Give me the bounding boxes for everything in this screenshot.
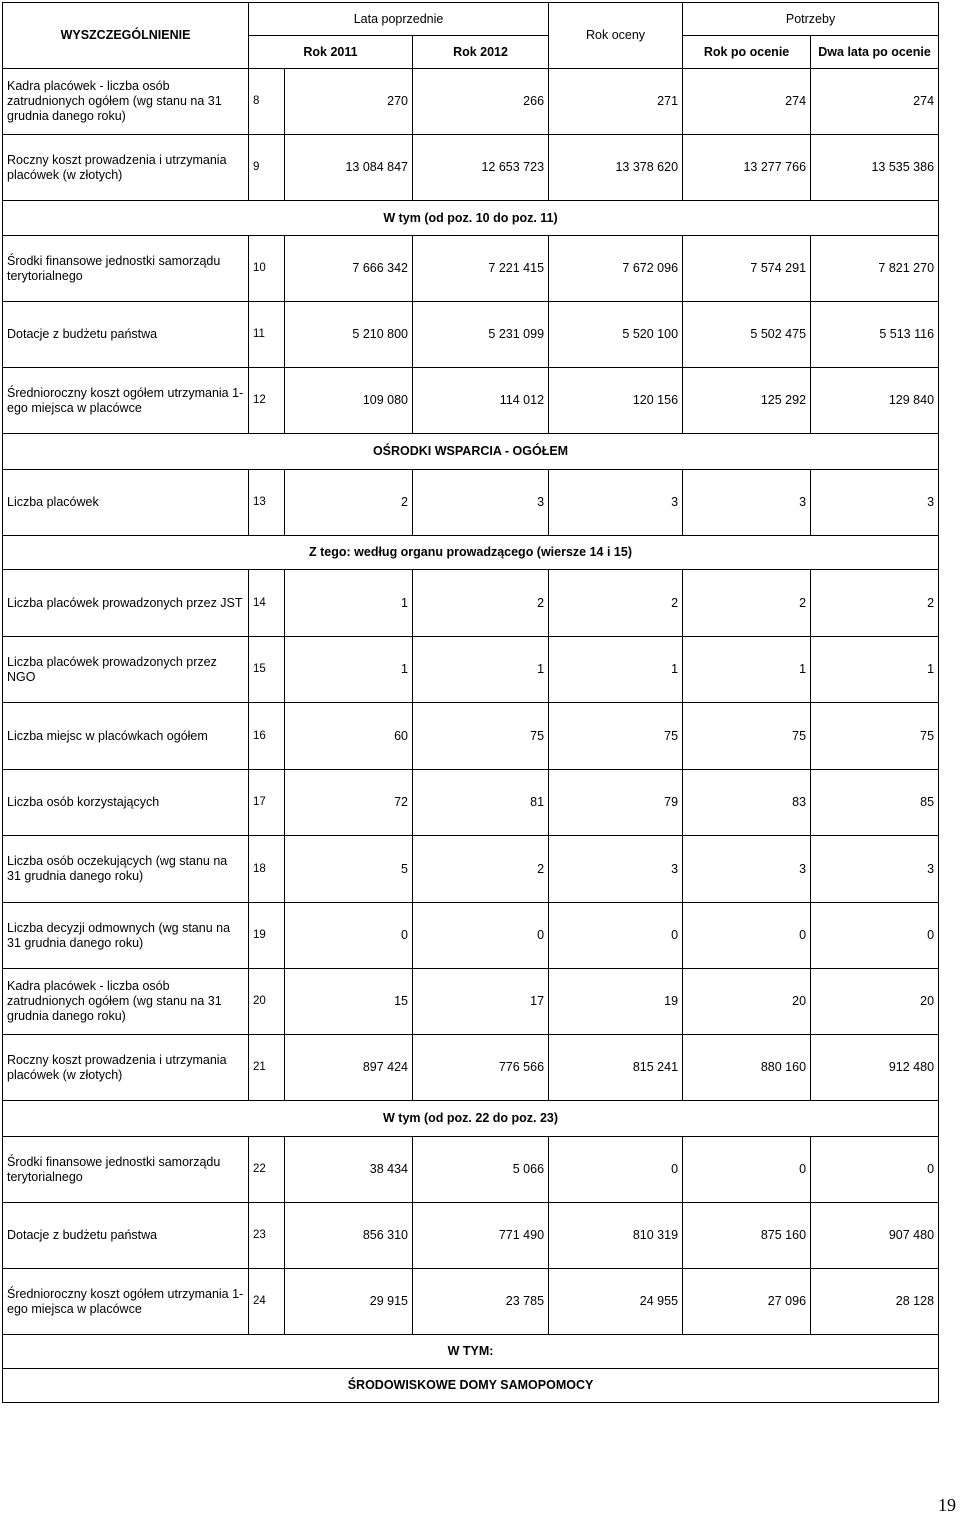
- header-rok-po-ocenie: Rok po ocenie: [683, 36, 811, 69]
- header-lata-poprzednie: Lata poprzednie: [249, 3, 549, 36]
- value-dwa-lata-po-ocenie: 1: [811, 637, 939, 703]
- value-dwa-lata-po-ocenie: 5 513 116: [811, 302, 939, 368]
- value-rok-2012: 5 066: [413, 1137, 549, 1203]
- value-dwa-lata-po-ocenie: 907 480: [811, 1203, 939, 1269]
- value-dwa-lata-po-ocenie: 2: [811, 570, 939, 637]
- row-label: Liczba miejsc w placówkach ogółem: [3, 703, 249, 770]
- value-rok-2011: 1: [285, 637, 413, 703]
- value-rok-2011: 29 915: [285, 1269, 413, 1335]
- table-row: [3, 236, 939, 302]
- row-label: Liczba placówek prowadzonych przez JST: [3, 570, 249, 637]
- value-rok-2011: 109 080: [285, 368, 413, 434]
- table-row: [3, 1137, 939, 1203]
- row-label: Środki finansowe jednostki samorządu terytorialnego: [3, 236, 249, 302]
- value-rok-po-ocenie: 3: [683, 470, 811, 536]
- value-rok-2012: 12 653 723: [413, 135, 549, 201]
- table-row: [3, 135, 939, 201]
- value-rok-2012: 2: [413, 836, 549, 903]
- row-number: 9: [249, 135, 285, 201]
- value-rok-oceny: 815 241: [549, 1035, 683, 1101]
- value-rok-po-ocenie: 274: [683, 69, 811, 135]
- value-rok-2011: 72: [285, 770, 413, 836]
- value-rok-2012: 2: [413, 570, 549, 637]
- value-rok-oceny: 3: [549, 836, 683, 903]
- value-rok-oceny: 2: [549, 570, 683, 637]
- row-label: Kadra placówek - liczba osób zatrudnionych ogółem (wg stanu na 31 grudnia danego roku): [3, 969, 249, 1035]
- row-number: 14: [249, 570, 285, 637]
- value-rok-2012: 776 566: [413, 1035, 549, 1101]
- table-row: [3, 770, 939, 836]
- row-number: 15: [249, 637, 285, 703]
- value-rok-2012: 1: [413, 637, 549, 703]
- row-number: 18: [249, 836, 285, 903]
- section-row: [3, 434, 939, 470]
- value-rok-2012: 17: [413, 969, 549, 1035]
- value-rok-oceny: 75: [549, 703, 683, 770]
- header-potrzeby: Potrzeby: [683, 3, 939, 36]
- value-dwa-lata-po-ocenie: 0: [811, 1137, 939, 1203]
- header-row-top: [3, 3, 939, 36]
- section-label: W tym (od poz. 10 do poz. 11): [3, 201, 939, 236]
- value-rok-oceny: 3: [549, 470, 683, 536]
- value-dwa-lata-po-ocenie: 0: [811, 903, 939, 969]
- section-row: [3, 201, 939, 236]
- row-number: 8: [249, 69, 285, 135]
- data-table: [2, 2, 939, 1403]
- value-rok-oceny: 19: [549, 969, 683, 1035]
- value-dwa-lata-po-ocenie: 20: [811, 969, 939, 1035]
- value-rok-2011: 13 084 847: [285, 135, 413, 201]
- value-dwa-lata-po-ocenie: 28 128: [811, 1269, 939, 1335]
- row-number: 17: [249, 770, 285, 836]
- row-number: 19: [249, 903, 285, 969]
- value-rok-po-ocenie: 7 574 291: [683, 236, 811, 302]
- row-label: Roczny koszt prowadzenia i utrzymania placówek (w złotych): [3, 135, 249, 201]
- row-number: 24: [249, 1269, 285, 1335]
- value-rok-2011: 7 666 342: [285, 236, 413, 302]
- row-label: Liczba osób oczekujących (wg stanu na 31 grudnia danego roku): [3, 836, 249, 903]
- table-row: [3, 703, 939, 770]
- value-rok-2011: 15: [285, 969, 413, 1035]
- value-rok-po-ocenie: 13 277 766: [683, 135, 811, 201]
- table-row: [3, 470, 939, 536]
- table-row: [3, 637, 939, 703]
- value-rok-2011: 5: [285, 836, 413, 903]
- table-row: [3, 570, 939, 637]
- table-row: [3, 368, 939, 434]
- section-row: [3, 1369, 939, 1403]
- value-rok-po-ocenie: 875 160: [683, 1203, 811, 1269]
- value-rok-2011: 5 210 800: [285, 302, 413, 368]
- value-rok-po-ocenie: 20: [683, 969, 811, 1035]
- value-rok-oceny: 13 378 620: [549, 135, 683, 201]
- value-dwa-lata-po-ocenie: 3: [811, 470, 939, 536]
- table-row: [3, 903, 939, 969]
- row-label: Liczba placówek: [3, 470, 249, 536]
- value-dwa-lata-po-ocenie: 7 821 270: [811, 236, 939, 302]
- value-rok-2011: 897 424: [285, 1035, 413, 1101]
- page-number: 19: [938, 1495, 956, 1515]
- value-rok-po-ocenie: 1: [683, 637, 811, 703]
- row-number: 21: [249, 1035, 285, 1101]
- value-rok-2012: 5 231 099: [413, 302, 549, 368]
- table-row: [3, 302, 939, 368]
- row-label: Liczba osób korzystających: [3, 770, 249, 836]
- value-rok-2012: 81: [413, 770, 549, 836]
- value-rok-2012: 266: [413, 69, 549, 135]
- row-label: Średnioroczny koszt ogółem utrzymania 1-ego miejsca w placówce: [3, 1269, 249, 1335]
- row-number: 16: [249, 703, 285, 770]
- value-dwa-lata-po-ocenie: 75: [811, 703, 939, 770]
- row-label: Liczba decyzji odmownych (wg stanu na 31 grudnia danego roku): [3, 903, 249, 969]
- value-rok-oceny: 0: [549, 903, 683, 969]
- header-wyszczegolnienie: WYSZCZEGÓLNIENIE: [3, 3, 249, 69]
- header-rok-oceny: Rok oceny: [549, 3, 683, 69]
- section-row: [3, 1101, 939, 1137]
- row-number: 12: [249, 368, 285, 434]
- value-rok-po-ocenie: 0: [683, 1137, 811, 1203]
- value-dwa-lata-po-ocenie: 3: [811, 836, 939, 903]
- value-rok-po-ocenie: 27 096: [683, 1269, 811, 1335]
- value-rok-oceny: 24 955: [549, 1269, 683, 1335]
- table-row: [3, 1035, 939, 1101]
- value-dwa-lata-po-ocenie: 129 840: [811, 368, 939, 434]
- row-label: Liczba placówek prowadzonych przez NGO: [3, 637, 249, 703]
- header-rok-2012: Rok 2012: [413, 36, 549, 69]
- row-label: Kadra placówek - liczba osób zatrudnionych ogółem (wg stanu na 31 grudnia danego roku): [3, 69, 249, 135]
- value-rok-2012: 0: [413, 903, 549, 969]
- value-rok-2011: 2: [285, 470, 413, 536]
- value-rok-2012: 114 012: [413, 368, 549, 434]
- value-rok-oceny: 1: [549, 637, 683, 703]
- value-rok-2012: 75: [413, 703, 549, 770]
- value-rok-2012: 7 221 415: [413, 236, 549, 302]
- row-number: 11: [249, 302, 285, 368]
- row-label: Średnioroczny koszt ogółem utrzymania 1-ego miejsca w placówce: [3, 368, 249, 434]
- row-label: Środki finansowe jednostki samorządu terytorialnego: [3, 1137, 249, 1203]
- section-label: W TYM:: [3, 1335, 939, 1369]
- value-rok-2012: 771 490: [413, 1203, 549, 1269]
- row-number: 10: [249, 236, 285, 302]
- value-rok-po-ocenie: 5 502 475: [683, 302, 811, 368]
- value-rok-po-ocenie: 2: [683, 570, 811, 637]
- value-rok-2011: 60: [285, 703, 413, 770]
- value-rok-oceny: 0: [549, 1137, 683, 1203]
- row-label: Roczny koszt prowadzenia i utrzymania placówek (w złotych): [3, 1035, 249, 1101]
- table-row: [3, 1203, 939, 1269]
- value-dwa-lata-po-ocenie: 274: [811, 69, 939, 135]
- row-number: 13: [249, 470, 285, 536]
- section-label: Z tego: według organu prowadzącego (wiersze 14 i 15): [3, 536, 939, 570]
- table-row: [3, 69, 939, 135]
- row-number: 23: [249, 1203, 285, 1269]
- section-label: W tym (od poz. 22 do poz. 23): [3, 1101, 939, 1137]
- value-rok-po-ocenie: 0: [683, 903, 811, 969]
- row-label: Dotacje z budżetu państwa: [3, 1203, 249, 1269]
- table-row: [3, 1269, 939, 1335]
- value-rok-po-ocenie: 880 160: [683, 1035, 811, 1101]
- header-rok-2011: Rok 2011: [249, 36, 413, 69]
- value-rok-oceny: 271: [549, 69, 683, 135]
- value-rok-oceny: 810 319: [549, 1203, 683, 1269]
- row-label: Dotacje z budżetu państwa: [3, 302, 249, 368]
- value-rok-oceny: 5 520 100: [549, 302, 683, 368]
- value-rok-oceny: 120 156: [549, 368, 683, 434]
- value-rok-2012: 3: [413, 470, 549, 536]
- value-rok-po-ocenie: 83: [683, 770, 811, 836]
- section-label: OŚRODKI WSPARCIA - OGÓŁEM: [3, 434, 939, 470]
- value-rok-po-ocenie: 3: [683, 836, 811, 903]
- value-rok-2011: 270: [285, 69, 413, 135]
- row-number: 20: [249, 969, 285, 1035]
- value-rok-oceny: 7 672 096: [549, 236, 683, 302]
- value-rok-po-ocenie: 125 292: [683, 368, 811, 434]
- value-rok-2011: 0: [285, 903, 413, 969]
- value-dwa-lata-po-ocenie: 912 480: [811, 1035, 939, 1101]
- table-row: [3, 969, 939, 1035]
- value-rok-po-ocenie: 75: [683, 703, 811, 770]
- value-rok-oceny: 79: [549, 770, 683, 836]
- value-dwa-lata-po-ocenie: 85: [811, 770, 939, 836]
- row-number: 22: [249, 1137, 285, 1203]
- value-dwa-lata-po-ocenie: 13 535 386: [811, 135, 939, 201]
- header-dwa-lata-po-ocenie: Dwa lata po ocenie: [811, 36, 939, 69]
- value-rok-2011: 856 310: [285, 1203, 413, 1269]
- section-row: [3, 536, 939, 570]
- section-row: [3, 1335, 939, 1369]
- value-rok-2011: 38 434: [285, 1137, 413, 1203]
- value-rok-2011: 1: [285, 570, 413, 637]
- section-label: ŚRODOWISKOWE DOMY SAMOPOMOCY: [3, 1369, 939, 1403]
- value-rok-2012: 23 785: [413, 1269, 549, 1335]
- table-row: [3, 836, 939, 903]
